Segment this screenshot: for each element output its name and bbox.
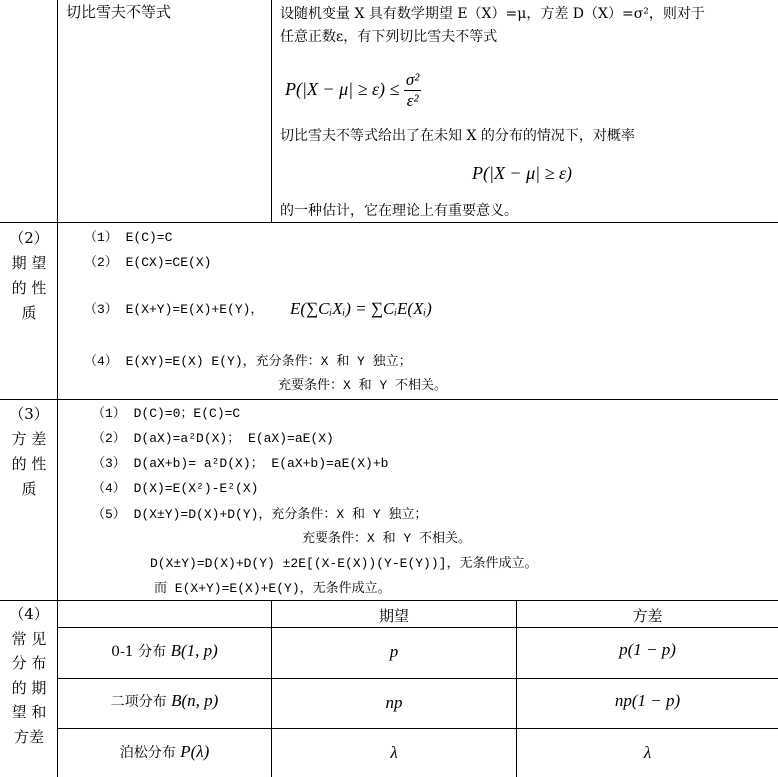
variance-item-3: （3） D(aX+b)= a²D(X)； E(aX+b)=aE(X)+b: [92, 456, 389, 471]
grid-line: [0, 600, 778, 601]
chebyshev-intro-line2: 任意正数ε，有下列切比雪夫不等式: [280, 29, 498, 45]
distribution-variance: λ: [643, 743, 652, 762]
chebyshev-label: 切比雪夫不等式: [66, 3, 172, 21]
distribution-symbol: B(n, p): [171, 691, 219, 710]
table-row: [58, 742, 271, 762]
distribution-name: 二项分布: [110, 694, 167, 710]
grid-line: [271, 0, 272, 222]
grid-line: [57, 223, 58, 399]
grid-line: [57, 728, 778, 729]
variance-item-5: （5） D(X±Y)=D(X)+D(Y)，充分条件：X 和 Y 独立；: [92, 507, 428, 522]
chebyshev-intro-line1: 设随机变量 X 具有数学期望 E（X）=μ，方差 D（X）=σ²，则对于: [280, 6, 705, 22]
distribution-mean: np: [385, 693, 403, 712]
variance-label: （3） 方 差 的 性 质: [9, 405, 49, 498]
variance-extra-1: D(X±Y)=D(X)+D(Y) ±2E[(X-E(X))(Y-E(Y))]，无条件成立。: [150, 556, 538, 571]
distribution-variance: p(1 − p): [619, 640, 676, 659]
variance-item-2: （2） D(aX)=a²D(X)； E(aX)=aE(X): [92, 431, 334, 446]
expectation-item-2: （2） E(CX)=CE(X): [84, 255, 212, 270]
column-header-mean: 期望: [378, 607, 409, 625]
expectation-item-1: （1） E(C)=C: [84, 230, 173, 245]
grid-line: [57, 0, 58, 222]
distribution-symbol: P(λ): [180, 742, 210, 761]
variance-item-5-cont: 充要条件：X 和 Y 不相关。: [302, 531, 472, 546]
table-row: [58, 691, 271, 711]
expectation-label: （2） 期 望 的 性 质: [9, 229, 49, 322]
expectation-item-4-cont: 充要条件：X 和 Y 不相关。: [278, 378, 448, 393]
expectation-item-3: （3） E(X+Y)=E(X)+E(Y)，: [84, 302, 264, 317]
grid-line: [0, 399, 778, 400]
expectation-item-4: （4） E(XY)=E(X) E(Y)，充分条件：X 和 Y 独立；: [84, 354, 412, 369]
distribution-name: 泊松分布: [119, 745, 176, 761]
grid-line: [57, 400, 58, 600]
distribution-mean: λ: [390, 743, 398, 762]
variance-item-4: （4） D(X)=E(X²)-E²(X): [92, 481, 259, 496]
chebyshev-note-formula: P(|X − μ| ≥ ε): [472, 163, 573, 183]
distribution-symbol: B(1, p): [170, 641, 218, 660]
chebyshev-note-line1: 切比雪夫不等式给出了在未知 X 的分布的情况下，对概率: [280, 128, 635, 144]
distribution-mean: p: [389, 642, 399, 661]
grid-line: [0, 222, 778, 223]
grid-line: [57, 678, 778, 679]
distributions-label: （4） 常 见 分 布 的 期 望 和 方差: [9, 605, 49, 746]
chebyshev-note-line2: 的一种估计，它在理论上有重要意义。: [280, 203, 518, 219]
expectation-sum-formula: E(∑CᵢXᵢ) = ∑CᵢE(Xᵢ): [290, 299, 432, 318]
formula-numerator: σ²: [405, 70, 420, 90]
distribution-variance: np(1 − p): [614, 691, 681, 710]
chebyshev-inequality: P(|X − μ| ≥ ε) ≤ $\frac{\text{σ²}}{\text{ε²}}$: [285, 70, 420, 111]
grid-line: [57, 627, 778, 628]
distribution-name: 0-1 分布: [111, 644, 167, 660]
table-row: [58, 641, 271, 661]
variance-item-1: （1） D(C)=0；E(C)=C: [92, 406, 241, 421]
formula-denominator: ε²: [406, 91, 419, 111]
variance-extra-2: 而 E(X+Y)=E(X)+E(Y)，无条件成立。: [154, 581, 391, 596]
column-header-variance: 方差: [632, 607, 663, 625]
